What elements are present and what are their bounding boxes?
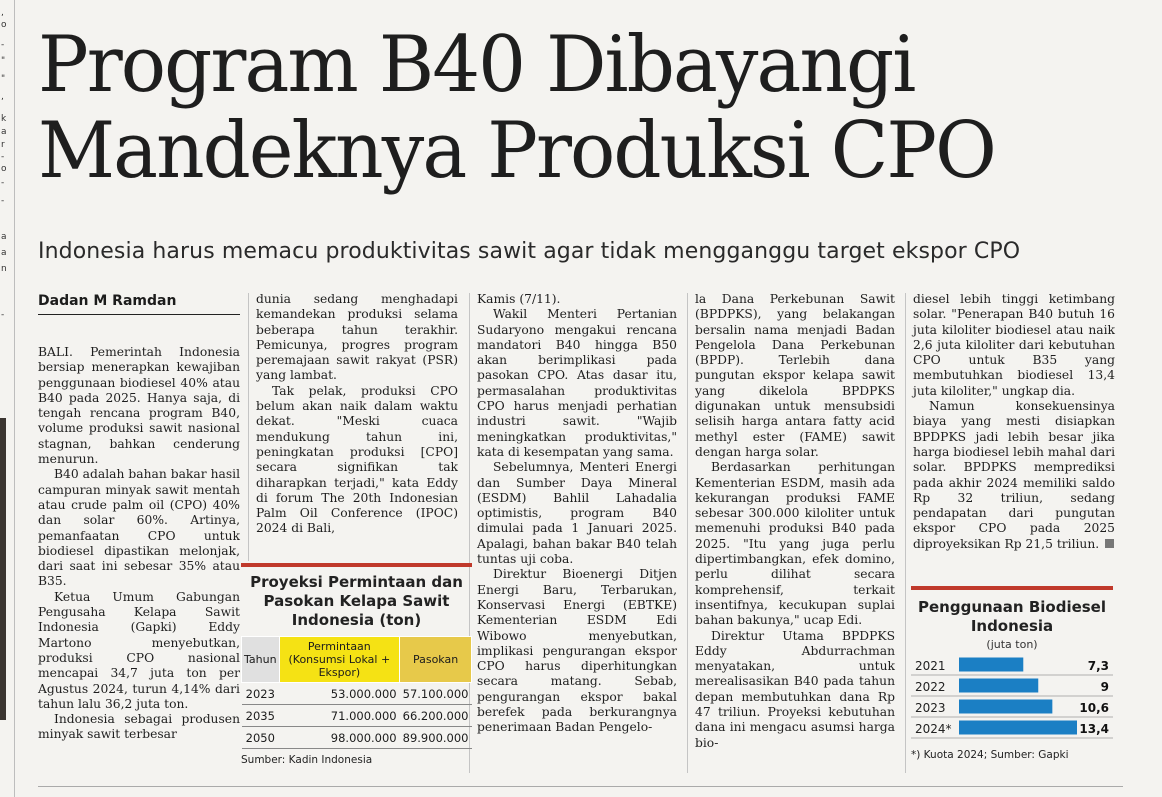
table-cell: 2023 bbox=[242, 683, 280, 705]
article-paragraph: Berdasarkan perhitungan Kementerian ESDM, masih ada kekurangan produksi FAME sebesar 300.000 kiloliter untuk memenuhi produksi B40 pada 2025. "Itu yang juga perlu dipertimbangkan, efek domino, perlu dilihat secara komprehensif, terkait insentifnya, kecukupan suplai bahan bakunya," ucap Edi. bbox=[695, 460, 895, 628]
bar-value-label: 7,3 bbox=[1087, 659, 1109, 673]
table-title: Proyeksi Permintaan dan Pasokan Kelapa Sawit Indonesia (ton) bbox=[250, 573, 463, 629]
accent-rule bbox=[911, 586, 1113, 590]
article-paragraph: Direktur Bioenergi Ditjen Energi Baru, Terbarukan, Konservasi Energi (EBTKE) Kementerian ESDM Edi Wibowo menyebutkan, implikasi pengurangan ekspor CPO harus diperhitungkan secara matang. Sebab, pengurangan ekspor bakal berefek pada berkurangnya penerimaan Badan Pengelo- bbox=[477, 567, 677, 735]
margin-fragment: - bbox=[1, 310, 5, 320]
article-paragraph: Direktur Utama BPDPKS Eddy Abdurrachman menyatakan, untuk merealisasikan B40 pada tahun depan membutuhkan dana Rp 47 triliun. Proyeksi kebutuhan dana ini mengacu asumsi harga bio- bbox=[695, 628, 895, 750]
bar-category-label: 2022 bbox=[915, 680, 946, 694]
table-cell: 71.000.000 bbox=[279, 705, 400, 727]
margin-fragment: n bbox=[1, 264, 7, 274]
article-paragraph: Namun konsekuensinya biaya yang mesti disiapkan BPDPKS jadi lebih besar jika harga biodiesel lebih mahal dari solar. BPDPKS memprediksi pada akhir 2024 memiliki saldo Rp 32 triliun, sedang pendapatan dari pungutan ekspor CPO pada 2025 diproyeksikan Rp 21,5 triliun. bbox=[913, 399, 1115, 551]
article-paragraph: la Dana Perkebunan Sawit (BPDPKS), yang belakangan bersalin nama menjadi Badan Pengelola Dana Perkebunan (BPDP). Terlebih dana pungutan ekspor kelapa sawit yang dikelola BPDPKS digunakan untuk mensubsidi selisih harga antara fatty acid methyl ester (FAME) sawit dengan harga solar. bbox=[695, 292, 895, 459]
article-paragraph: diesel lebih tinggi ketimbang solar. "Penerapan B40 butuh 16 juta kiloliter biodiesel atau naik 2,6 juta kiloliter dari kebutuhan CPO untuk B35 yang membutuhkan biodiesel 13,4 juta kiloliter," ungkap dia. bbox=[913, 292, 1115, 398]
chart-title: Penggunaan Biodiesel Indonesia bbox=[918, 598, 1106, 635]
article-paragraph: Sebelumnya, Menteri Energi dan Sumber Daya Mineral (ESDM) Bahlil Lahadalia optimistis, program B40 dimulai pada 1 Januari 2025. Apalagi, bahan bakar B40 telah tuntas uji coba. bbox=[477, 460, 677, 567]
margin-fragment: " bbox=[1, 56, 6, 66]
margin-fragment: - bbox=[1, 152, 5, 162]
article-paragraph: Wakil Menteri Pertanian Sudaryono mengakui rencana mandatori B40 hingga B50 akan berimplikasi pada pasokan CPO. Atas dasar itu, permasalahan produktivitas CPO harus menjadi perhatian industri sawit. "Wajib meningkatkan produktivitas," kata di kesempatan yang sama. bbox=[477, 307, 677, 459]
article-paragraph: B40 adalah bahan bakar hasil campuran minyak sawit mentah atau crude palm oil (CPO) 40% dan solar 60%. Artinya, pemanfaatan CPO untuk biodiesel dipastikan melonjak, dari saat ini sebesar 35% atau B35. bbox=[38, 467, 240, 589]
article-column-2 bbox=[256, 292, 458, 537]
margin-fragment: o bbox=[1, 164, 7, 174]
end-mark-icon bbox=[1105, 539, 1114, 548]
column-separator bbox=[248, 293, 249, 561]
bottom-rule bbox=[38, 786, 1123, 787]
article-paragraph: Tak pelak, produksi CPO belum akan naik dalam waktu dekat. "Meski cuaca mendukung tahun ini, peningkatan produksi [CPO] secara signifikan tak diharapkan terjadi," kata Eddy di forum The 20th Indonesian Palm Oil Conference (IPOC) 2024 di Bali, bbox=[256, 383, 458, 536]
deck: Indonesia harus memacu produktivitas sawit agar tidak mengganggu target ekspor CPO bbox=[38, 239, 1021, 264]
accent-rule bbox=[241, 563, 472, 567]
article-column-5 bbox=[913, 292, 1115, 552]
table-cell: 98.000.000 bbox=[279, 727, 400, 749]
article-column-4 bbox=[695, 292, 895, 751]
biodiesel-bar-chart bbox=[911, 651, 1113, 739]
margin-fragment: k bbox=[1, 114, 7, 124]
table-cell: 89.900.000 bbox=[400, 727, 472, 749]
bar-category-label: 2023 bbox=[915, 701, 946, 715]
bar bbox=[959, 658, 1023, 672]
margin-fragment: - bbox=[1, 40, 5, 50]
byline: Dadan M Ramdan bbox=[38, 293, 177, 309]
bar-category-label: 2024* bbox=[915, 722, 952, 736]
biodiesel-chart-box bbox=[911, 586, 1113, 761]
article-paragraph: Kamis (7/11). bbox=[477, 292, 561, 306]
table-cell: 2035 bbox=[242, 705, 280, 727]
margin-fragment: a bbox=[1, 127, 7, 137]
margin-fragment: r bbox=[1, 140, 5, 150]
chart-unit: (juta ton) bbox=[986, 638, 1038, 651]
margin-fragment: a bbox=[1, 248, 7, 258]
table-header-demand: Permintaan (Konsumsi Lokal + Ekspor) bbox=[279, 637, 400, 683]
article-paragraph: Ketua Umum Gabungan Pengusaha Kelapa Sawit Indonesia (Gapki) Eddy Martono menyebutkan, produksi CPO nasional mencapai 34,7 juta ton per Agustus 2024, turun 4,14% dari tahun lalu 36,2 juta ton. bbox=[38, 589, 240, 711]
bar-value-label: 9 bbox=[1100, 680, 1109, 694]
margin-fragment: , bbox=[1, 92, 4, 102]
projection-table-box bbox=[241, 563, 472, 766]
table-row bbox=[242, 683, 472, 705]
table-header-year: Tahun bbox=[242, 637, 280, 683]
bar bbox=[959, 679, 1038, 693]
adjacent-photo-strip bbox=[0, 418, 6, 720]
column-separator bbox=[905, 293, 906, 773]
column-separator bbox=[687, 293, 688, 773]
margin-fragment: a bbox=[1, 232, 7, 242]
table-cell: 66.200.000 bbox=[400, 705, 472, 727]
bar-category-label: 2021 bbox=[915, 659, 946, 673]
table-cell: 53.000.000 bbox=[279, 683, 400, 705]
article-column-3 bbox=[477, 292, 677, 736]
table-source: Sumber: Kadin Indonesia bbox=[241, 754, 373, 766]
headline: Program B40 Dibayangi Mandeknya Produksi CPO bbox=[38, 20, 995, 196]
article-paragraph: dunia sedang menghadapi kemandekan produksi selama beberapa tahun terakhir. Pemicunya, progres program peremajaan sawit rakyat (PSR) yang lambat. bbox=[256, 292, 458, 383]
byline-rule bbox=[38, 314, 240, 315]
article-column-1 bbox=[38, 345, 240, 743]
article-paragraph: Indonesia sebagai produsen minyak sawit terbesar bbox=[38, 712, 240, 742]
adjacent-column-edge bbox=[0, 0, 15, 797]
chart-footnote: *) Kuota 2024; Sumber: Gapki bbox=[911, 749, 1069, 761]
table-cell: 57.100.000 bbox=[400, 683, 472, 705]
margin-fragment: o bbox=[1, 20, 7, 30]
bar bbox=[959, 721, 1077, 735]
table-header-supply: Pasokan bbox=[400, 637, 472, 683]
article-paragraph: BALI. Pemerintah Indonesia bersiap menerapkan kewajiban penggunaan biodiesel 40% atau B40 pada 2025. Hanya saja, di tengah rencana program B40, volume produksi sawit nasional stagnan, bahkan cenderung menurun. bbox=[38, 345, 240, 467]
margin-fragment: , bbox=[1, 8, 4, 18]
margin-fragment: - bbox=[1, 196, 5, 206]
table-row bbox=[242, 727, 472, 749]
table-row bbox=[242, 705, 472, 727]
projection-table bbox=[241, 636, 472, 749]
bar-value-label: 10,6 bbox=[1079, 701, 1109, 715]
table-cell: 2050 bbox=[242, 727, 280, 749]
bar bbox=[959, 700, 1052, 714]
bar-value-label: 13,4 bbox=[1079, 722, 1109, 736]
margin-fragment: " bbox=[1, 74, 6, 84]
margin-fragment: - bbox=[1, 178, 5, 188]
